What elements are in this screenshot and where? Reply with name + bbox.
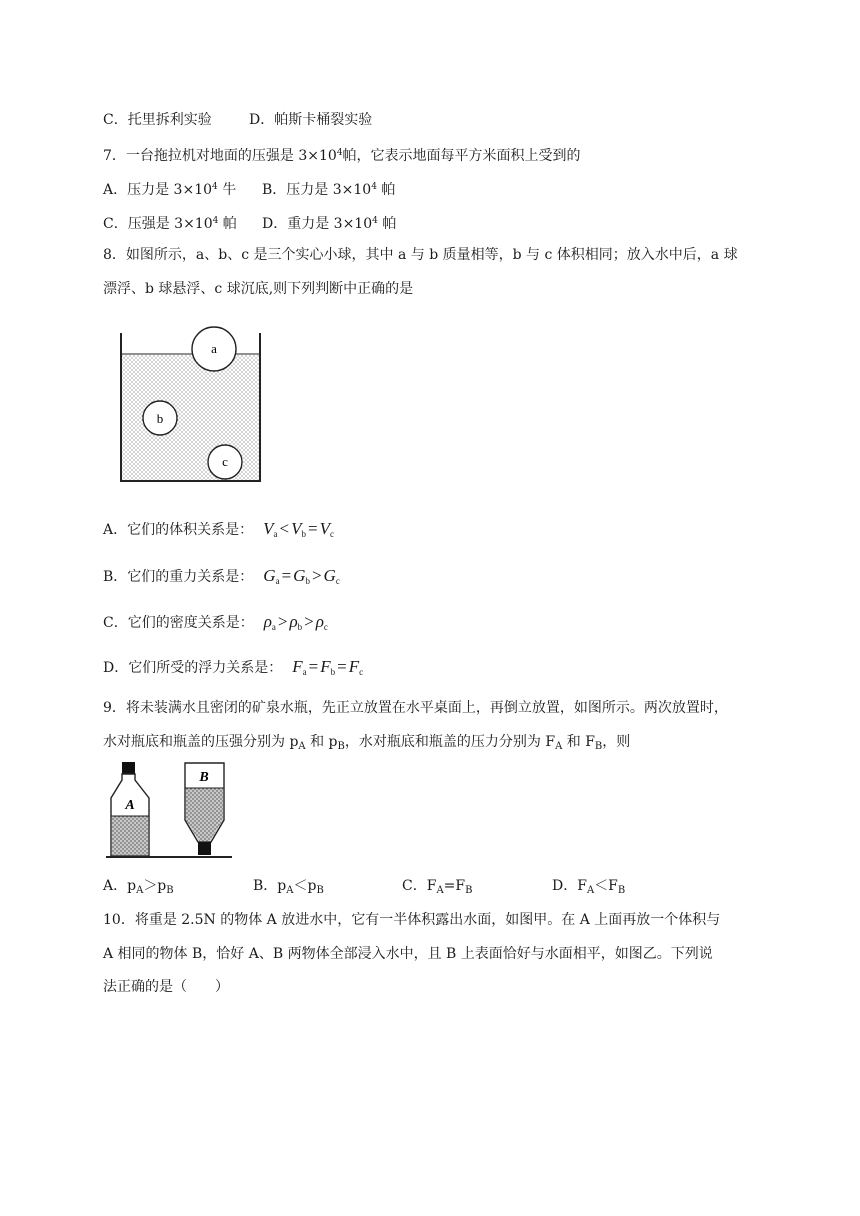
q6-option-d: D．帕斯卡桶裂实验 <box>249 112 373 128</box>
bottle-b-label: B <box>199 770 209 785</box>
q7-option-c: C．压强是 $3\times 10^4$ 帕 <box>103 216 237 232</box>
q7-stem: 7．一台拖拉机对地面的压强是 $3\times 10^4$帕，它表示地面每平方米面积上受到的 <box>103 148 581 164</box>
q7-option-b: B．压力是 $3\times 10^4$ 帕 <box>262 182 396 198</box>
ball-a-label: a <box>211 341 217 356</box>
q8-option-c: C．它们的密度关系是： $\rho_a > \rho_b > \rho_c$ <box>103 612 328 632</box>
q10-stem-line2: A 相同的物体 B，恰好 A、B 两物体全部浸入水中，且 B 上表面恰好与水面相平，如图乙。下列说 <box>103 946 713 962</box>
q10-stem-line1: 10．将重是 2.5N 的物体 A 放进水中，它有一半体积露出水面，如图甲。在 A 上面再放一个体积与 <box>103 912 721 928</box>
q8-option-d: D．它们所受的浮力关系是： $F_a = F_b = F_c$ <box>103 657 364 677</box>
q8-stem-line2: 漂浮、b 球悬浮、c 球沉底,则下列判断中正确的是 <box>103 281 414 297</box>
bottle-a-water <box>112 816 148 855</box>
bottle-b-water <box>186 788 223 841</box>
q9-option-d: D．$F_A<F_B$ <box>552 878 626 896</box>
bottle-a-label: A <box>125 798 135 813</box>
q7-option-d: D．重力是 $3\times 10^4$ 帕 <box>262 216 397 232</box>
q6-option-c: C．托里拆利实验 <box>103 112 212 128</box>
bottle-a-cap <box>122 762 135 774</box>
q9-option-a: A．$p_A>p_B$ <box>103 878 174 896</box>
q9-stem-line2: 水对瓶底和瓶盖的压强分别为 $p_A$ 和 $p_B$，水对瓶底和瓶盖的压力分别为 $F_A$ 和 $F_B$，则 <box>103 734 631 752</box>
q10-stem-line3: 法正确的是（ ） <box>103 979 229 995</box>
bottle-b-cap <box>198 842 211 855</box>
q8-option-a: A．它们的体积关系是： $V_a < V_b = V_c$ <box>103 519 334 539</box>
ball-c-label: c <box>222 454 228 469</box>
ball-b-label: b <box>156 411 164 426</box>
q8-beaker-figure <box>115 325 265 487</box>
q9-option-b: B．$p_A<p_B$ <box>253 878 324 896</box>
q9-option-c: C．$F_A=F_B$ <box>402 878 473 896</box>
q9-bottles-figure <box>104 758 236 866</box>
q8-option-b: B．它们的重力关系是： $G_a = G_b > G_c$ <box>103 566 340 586</box>
q7-option-a: A．压力是 $3\times 10^4$ 牛 <box>103 182 237 198</box>
q8-stem-line1: 8．如图所示，a、b、c 是三个实心小球，其中 a 与 b 质量相等，b 与 c 体积相同；放入水中后，a 球 <box>103 247 738 263</box>
q9-stem-line1: 9．将未装满水且密闭的矿泉水瓶，先正立放置在水平桌面上，再倒立放置，如图所示。两次放置时， <box>103 700 728 716</box>
